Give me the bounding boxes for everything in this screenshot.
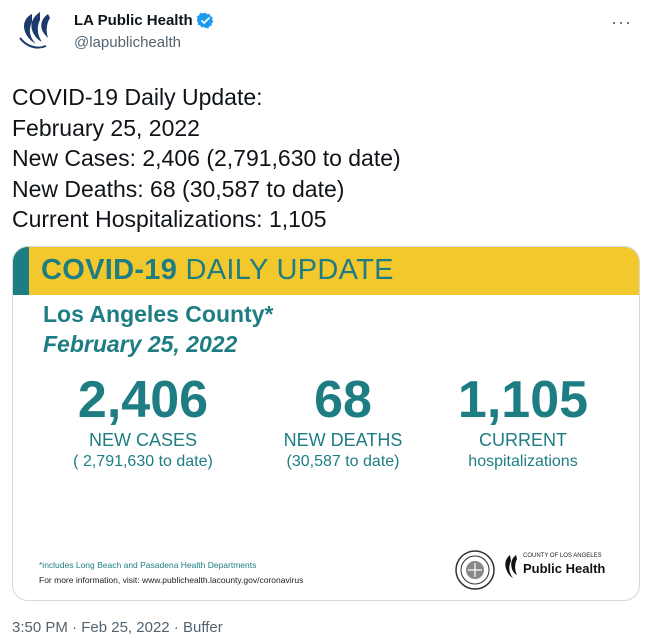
stat-sub: (30,587 to date) <box>286 453 400 470</box>
tweet-date[interactable]: Feb 25, 2022 <box>81 619 170 636</box>
verified-badge-icon <box>197 12 214 29</box>
tweet-source[interactable]: Buffer <box>182 619 223 636</box>
logo-county-text: COUNTY OF LOS ANGELES <box>523 553 602 559</box>
stat-number: 2,406 <box>77 371 209 429</box>
tweet-line: COVID-19 Daily Update: <box>12 84 263 110</box>
banner-title-light: DAILY UPDATE <box>185 254 394 286</box>
update-banner <box>13 247 639 295</box>
card-date: February 25, 2022 <box>43 331 238 357</box>
stat-label: NEW DEATHS <box>283 430 403 450</box>
stat-label: CURRENT <box>479 430 567 450</box>
tweet-line: New Deaths: 68 (30,587 to date) <box>12 175 345 202</box>
footnote: *includes Long Beach and Pasadena Health Departments <box>39 560 257 570</box>
tweet-text <box>12 82 632 235</box>
stat-hospitalizations <box>428 371 618 473</box>
more-options-icon[interactable]: ··· <box>611 12 632 32</box>
stat-new-cases <box>53 371 233 473</box>
la-public-health-logo-icon[interactable] <box>12 8 56 52</box>
banner-accent <box>13 247 29 295</box>
tweet-line: Current Hospitalizations: 1,105 <box>12 206 327 232</box>
county-title: Los Angeles County* <box>43 301 274 327</box>
stat-label: NEW CASES <box>88 430 198 450</box>
stat-new-deaths <box>268 371 418 473</box>
tweet-metadata <box>12 619 223 636</box>
stat-sub: hospitalizations <box>468 453 578 470</box>
more-info-text: For more information, visit: www.publichealth.lacounty.gov/coronavirus <box>39 575 304 585</box>
public-health-logo-icon <box>501 553 521 581</box>
tweet-media-image[interactable] <box>12 246 640 601</box>
tweet-line: February 25, 2022 <box>12 114 200 141</box>
banner-title <box>41 254 394 287</box>
display-name[interactable]: LA Public Health <box>74 12 193 29</box>
banner-title-bold: COVID-19 <box>41 254 178 286</box>
meta-separator: · <box>72 619 78 636</box>
tweet-header <box>0 0 650 72</box>
tweet-line: New Cases: 2,406 (2,791,630 to date) <box>12 145 401 171</box>
stat-number: 68 <box>314 371 372 429</box>
stat-number: 1,105 <box>457 371 589 429</box>
user-handle[interactable]: @lapublichealth <box>74 34 181 51</box>
logo-public-health-text: Public Health <box>523 561 606 576</box>
display-name-row <box>74 12 214 29</box>
tweet-time[interactable]: 3:50 PM <box>12 619 68 636</box>
county-seal-icon <box>455 550 495 590</box>
meta-separator: · <box>173 619 179 636</box>
stat-sub: ( 2,791,630 to date) <box>73 453 213 470</box>
